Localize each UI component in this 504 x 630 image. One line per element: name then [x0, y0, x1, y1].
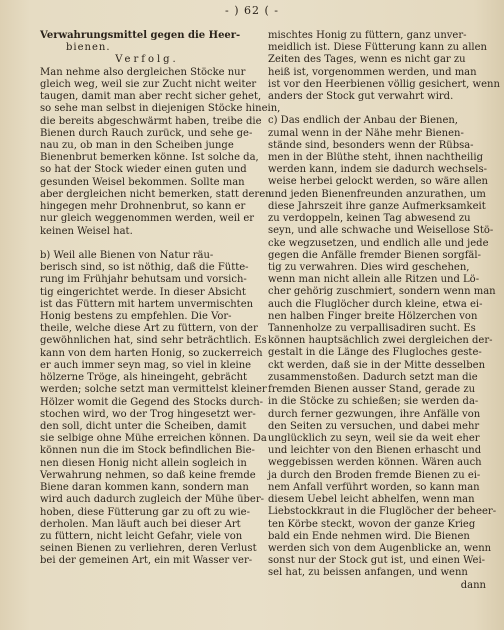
text-line: Zeiten des Tages, wenn es nicht gar zu [268, 54, 466, 66]
text-line: Verfolg. [115, 54, 179, 66]
text-line: c) Das endlich der Anbau der Bienen, [268, 115, 458, 127]
text-line: er auch immer seyn mag, so viel in kleine [40, 359, 252, 371]
text-line: tig zu verwahren. Dies wird geschehen, [268, 261, 470, 273]
text-line: Biene daran kommen kann, sondern man [40, 482, 249, 494]
text-line: Tannenholze zu verpallisadiren sucht. Es [268, 323, 476, 335]
text-line: den soll, dicht unter die Scheiben, damit [40, 421, 247, 432]
text-line: anders der Stock gut verwahrt wird. [268, 91, 454, 103]
text-line: bei der gemeinen Art, ein mit Wasser ver- [40, 555, 253, 567]
text-line: b) Weil alle Bienen von Natur räu- [40, 249, 214, 261]
text-line: Verwahrungsmittel gegen die Heer- [40, 30, 241, 41]
text-line: sie selbige ohne Mühe erreichen können. Da [40, 433, 267, 445]
text-line: men in der Blüthe steht, ihnen nachtheilig [268, 151, 483, 163]
text-line: gegen die Anfälle fremder Bienen sorgfäl- [268, 249, 481, 261]
text-line: Honig bestens zu empfehlen. Die Vor- [40, 311, 232, 323]
text-line: zusammenstoßen. Dadurch setzt man die [268, 371, 478, 383]
text-line: dann [460, 579, 486, 591]
text-line: weggebissen werden können. Wären auch [268, 457, 482, 469]
text-line: unglücklich zu seyn, weil sie da weit eher [268, 433, 480, 444]
text-line: werden kann, indem sie dadurch wechsels- [268, 164, 487, 176]
page-number: - ) 62 ( - [225, 4, 279, 17]
text-line: rung im Frühjahr behutsam und vorsich- [40, 274, 247, 286]
text-line: seyn, und alle schwache und Weisellose Stö- [268, 225, 494, 237]
text-line: nen halben Finger breite Hölzerchen von [268, 310, 478, 322]
text-line: nem Anfall verführt worden, so kann man [268, 481, 480, 493]
text-line: keinen Weisel hat. [40, 225, 133, 237]
text-line: Verwahrung nehmen, so daß keine fremde [40, 469, 256, 481]
text-line: Liebstockkraut in die Fluglöcher der beheer- [268, 506, 497, 518]
text-line: hölzerne Tröge, als hineingeht, gebrächt [40, 372, 248, 384]
text-line: die bereits abgeschwärmt haben, treibe die [40, 115, 262, 127]
text-line: diesem Uebel leicht abhelfen, wenn man [268, 494, 475, 506]
text-line: Bienenbrut bemerken könne. Ist solche da, [40, 152, 259, 164]
text-line: nau zu, ob man in den Scheiben junge [40, 139, 234, 151]
text-line: ist vor den Heerbienen völlig gesichert, wenn [268, 78, 500, 90]
text-line: so hat der Stock wieder einen guten und [40, 164, 247, 176]
text-line: hingegen mehr Drohnenbrut, so kann er [40, 201, 246, 213]
text-line: aber dergleichen nicht bemerken, statt deren [40, 188, 272, 200]
left-column [40, 30, 281, 568]
text-line: durch ferner gezwungen, ihre Anfälle von [268, 408, 481, 420]
right-column [268, 30, 500, 592]
text-line: ckt werden, daß sie in der Mitte desselben [268, 359, 486, 371]
text-line: wird auch dadurch zugleich der Mühe über- [40, 494, 265, 506]
text-line: ist das Füttern mit hartem unvermischten [40, 298, 254, 310]
text-line: wenn man nicht allein alle Ritzen und Lö- [268, 274, 480, 286]
text-line: meidlich ist. Diese Fütterung kann zu allen [268, 42, 487, 54]
text-line: ja durch den Broden fremde Bienen zu ei- [268, 469, 481, 481]
text-line: kann von dem harten Honig, so zuckerreich [40, 347, 263, 359]
text-line: tig eingerichtet werde. In dieser Absicht [40, 286, 246, 298]
text-line: ten Körbe steckt, wovon der ganze Krieg [268, 518, 476, 530]
text-line: Man nehme also dergleichen Stöcke nur [40, 66, 246, 78]
text-line: gesunden Weisel bekommen. Sollte man [40, 176, 245, 188]
text-line: Bienen durch Rauch zurück, und sehe ge- [40, 127, 253, 139]
text-line: und jeden Bienenfreunden anzurathen, um [268, 188, 486, 200]
text-line: diese Jahrszeit ihre ganze Aufmerksamkeit [268, 200, 486, 212]
text-line: heiß ist, vorgenommen werden, und man [268, 66, 477, 78]
text-line: sel hat, zu beissen anfangen, und wenn [268, 567, 468, 579]
text-line: fremden Bienen ausser Stand, gerade zu [268, 384, 476, 396]
text-line: derholen. Man läuft auch bei dieser Art [40, 518, 241, 530]
text-line: nur gleich weggenommen werden, weil er [40, 213, 255, 225]
text-line: in die Stöcke zu schießen; sie werden da- [268, 396, 479, 408]
text-line: cher gehörig zuschmiert, sondern wenn man [268, 286, 496, 298]
text-line: zumal wenn in der Nähe mehr Bienen- [268, 127, 464, 139]
text-line: werden; solche setzt man vermittelst kleiner [40, 384, 267, 396]
text-line: cke wegzusetzen, und endlich alle und jede [268, 237, 489, 249]
text-line: stände sind, besonders wenn der Rübsa- [268, 139, 474, 151]
text-line: werden sich von dem Augenblicke an, wenn [268, 542, 492, 554]
text-line: gewöhnlichen hat, sind sehr beträchtlich. Es [40, 335, 267, 347]
text-line: gleich weg, weil sie zur Zucht nicht weiter [40, 78, 257, 90]
text-line: taugen, damit man aber recht sicher gehet, [40, 91, 262, 103]
text-line: zu verdoppeln, keinen Tag abwesend zu [268, 213, 471, 225]
text-line: und leichter von den Bienen erhascht und [268, 445, 482, 457]
text-line: so sehe man selbst in diejenigen Stöcke hinein, [40, 103, 281, 115]
text-line: auch die Fluglöcher durch kleine, etwa ei- [268, 298, 483, 310]
text-line: den Seiten zu versuchen, und dabei mehr [268, 420, 480, 432]
text-line: berisch sind, so ist nöthig, daß die Fütte- [40, 262, 249, 274]
text-line: bald ein Ende nehmen wird. Die Bienen [268, 530, 470, 542]
text-line: theile, welche diese Art zu füttern, von der [40, 323, 258, 335]
text-line: können hauptsächlich zwei dergleichen der- [268, 335, 493, 347]
text-line: sonst nur der Stock gut ist, und einen Wei- [268, 555, 486, 567]
text-line: gestalt in die Länge des Flugloches geste- [268, 347, 482, 359]
text-line: mischtes Honig zu füttern, ganz unver- [268, 30, 467, 41]
text-line: hoben, diese Fütterung gar zu oft zu wie- [40, 506, 250, 518]
text-line [40, 238, 254, 250]
text-line: bienen. [66, 42, 111, 54]
text-line: weise herbei gelockt werden, so wäre allen [268, 176, 488, 188]
text-line: stochen wird, wo der Trog hingesetzt wer- [40, 408, 256, 420]
text-line: können nun die im Stock befindlichen Bie- [40, 445, 255, 457]
text-line: Hölzer womit die Gegend des Stocks durch- [40, 396, 264, 408]
text-line: seinen Bienen zu verliehren, deren Verlust [40, 543, 257, 555]
text-line: zu füttern, nicht leicht Gefahr, viele von [40, 530, 243, 542]
text-line: nen diesen Honig nicht allein sogleich in [40, 457, 247, 469]
